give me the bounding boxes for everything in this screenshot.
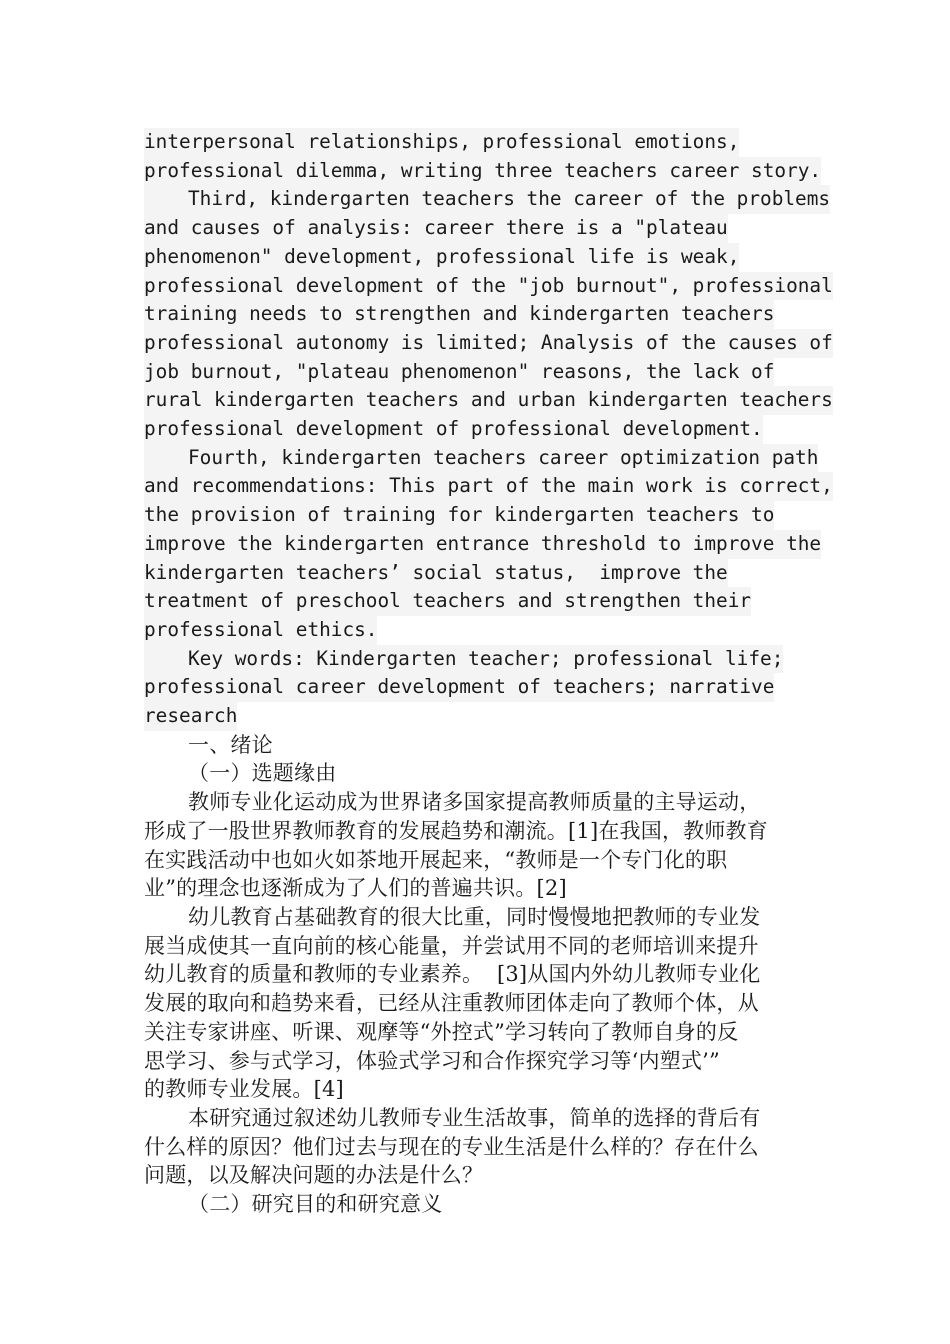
- text-line: job burnout, "plateau phenomenon" reasons, the lack of: [144, 358, 774, 387]
- text-line: professional development of the "job burnout", professional: [144, 272, 833, 301]
- document-page: [144, 128, 833, 1219]
- text-line: Fourth, kindergarten teachers career optimization path: [144, 444, 818, 473]
- text-line: 幼儿教育的质量和教师的专业素养。 [3]从国内外幼儿教师专业化: [144, 962, 761, 987]
- text-line: 在实践活动中也如火如茶地开展起来，“教师是一个专门化的职: [144, 847, 728, 872]
- text-line: training needs to strengthen and kindergarten teachers: [144, 300, 774, 329]
- body-paragraph-2: [144, 903, 808, 1104]
- text-line: 问题，以及解决问题的办法是什么？: [144, 1163, 484, 1188]
- text-line: 思学习、参与式学习，体验式学习和合作探究学习等‘内塑式’”: [144, 1048, 720, 1073]
- body-paragraph-1: [144, 788, 808, 903]
- text-line: 业”的理念也逐渐成为了人们的普遍共识。[2]: [144, 876, 567, 901]
- text-line: phenomenon" development, professional life is weak,: [144, 243, 739, 272]
- text-line: interpersonal relationships, professional emotions,: [144, 128, 739, 157]
- text-line: professional autonomy is limited; Analysis of the causes of: [144, 329, 833, 358]
- text-line: 教师专业化运动成为世界诸多国家提高教师质量的主导运动，: [188, 790, 761, 815]
- body-paragraph-3: [144, 1104, 808, 1190]
- text-line: professional career development of teachers; narrative: [144, 673, 774, 702]
- abstract-paragraph-third: [144, 185, 833, 443]
- text-line: 关注专家讲座、听课、观摩等“外控式”学习转向了教师自身的反: [144, 1019, 739, 1044]
- text-line: professional ethics.: [144, 616, 377, 645]
- text-line: treatment of preschool teachers and strengthen their: [144, 587, 751, 616]
- text-line: Third, kindergarten teachers the career of the problems: [144, 185, 830, 214]
- text-line: 幼儿教育占基础教育的很大比重，同时慢慢地把教师的专业发: [188, 904, 761, 929]
- text-line: rural kindergarten teachers and urban kindergarten teachers: [144, 386, 833, 415]
- abstract-continuation: [144, 128, 822, 185]
- text-line: improve the kindergarten entrance threshold to improve the: [144, 530, 821, 559]
- text-line: the provision of training for kindergarten teachers to: [144, 501, 774, 530]
- text-line: kindergarten teachers’ social status, improve the: [144, 559, 728, 588]
- text-line: 本研究通过叙述幼儿教师专业生活故事，简单的选择的背后有: [188, 1105, 761, 1130]
- text-line: 什么样的原因？他们过去与现在的专业生活是什么样的？存在什么: [144, 1134, 759, 1159]
- text-line: and recommendations: This part of the main work is correct,: [144, 472, 833, 501]
- text-line: professional development of professional development.: [144, 415, 763, 444]
- text-line: Key words: Kindergarten teacher; professional life;: [144, 645, 783, 674]
- text-line: 形成了一股世界教师教育的发展趋势和潮流。[1]在我国，教师教育: [144, 818, 768, 843]
- text-line: 发展的取向和趋势来看，已经从注重教师团体走向了教师个体，从: [144, 991, 759, 1016]
- text-line: 展当成使其一直向前的核心能量，并尝试用不同的老师培训来提升: [144, 933, 759, 958]
- text-line: 的教师专业发展。[4]: [144, 1077, 344, 1102]
- abstract-paragraph-fourth: [144, 444, 833, 645]
- text-line: and causes of analysis: career there is a "plateau: [144, 214, 728, 243]
- keywords: [144, 645, 808, 731]
- text-line: research: [144, 702, 237, 731]
- subsection-heading-purpose-significance: （二）研究目的和研究意义: [188, 1192, 443, 1217]
- subsection-heading-topic-origin: （一）选题缘由: [188, 761, 337, 786]
- text-line: professional dilemma, writing three teachers career story.: [144, 157, 821, 186]
- section-heading-introduction: 一、绪论: [188, 732, 273, 757]
